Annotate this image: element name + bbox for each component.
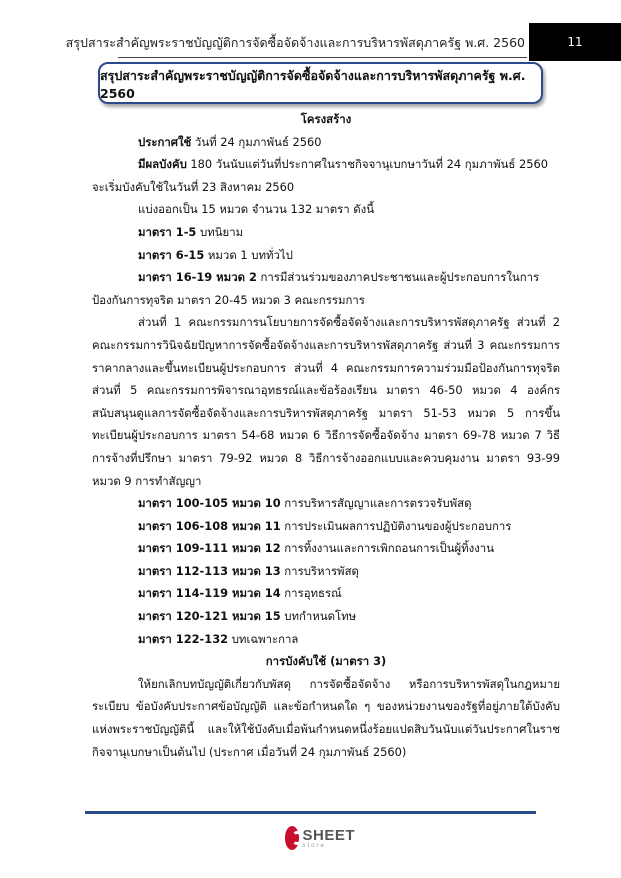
logo-sub: store xyxy=(302,842,326,849)
divided-line: แบ่งออกเป็น 15 หมวด จำนวน 132 มาตรา ดังนี้ xyxy=(138,202,374,217)
section-label: มาตรา 120-121 หมวด 15 xyxy=(138,609,281,624)
committee-paragraph: ส่วนที่ 1 คณะกรรมการนโยบายการจัดซื้อจัดจ้างและการบริหารพัสดุภาครัฐ ส่วนที่ 2 คณะกรรมการวินิจฉัยปัญหาการจัดซื้อจัดจ้างและการบริหารพัสดุภาครัฐ ส่วนที่ 3 คณะกรรมการราคากลางและขึ้นทะเบียนผู้ประกอบการ ส่วนที่ 4 คณะกรรมการความร่วมมือป้องกันการทุจริต ส่วนที่ 5 คณะกรรมการพิจารณาอุทธรณ์และข้อร้องเรียน มาตรา 46-50 หมวด 4 องค์กรสนับสนุนดูแลการจัดซื้อจัดจ้างและการบริหารพัสดุภาครัฐ มาตรา 51-53 หมวด 5 การขึ้นทะเบียนผู้ประกอบการ มาตรา 54-68 หมวด 6 วิธีการจัดซื้อจัดจ้าง มาตรา 69-78 หมวด 7 วิธีการจ้างที่ปรึกษา มาตรา 79-92 หมวด 8 วิธีการจ้างออกแบบและควบคุมงาน มาตรา 93-99 หมวด 9 การทำสัญญา xyxy=(92,315,560,488)
section-16-paragraph xyxy=(92,266,560,311)
section-label: มาตรา 122-132 xyxy=(138,631,229,646)
section-item xyxy=(92,605,560,628)
section-label: มาตรา 109-111 หมวด 12 xyxy=(138,541,281,556)
section-label: มาตรา 106-108 หมวด 11 xyxy=(138,518,281,533)
effective-paragraph xyxy=(92,153,560,198)
header-title: สรุปสาระสำคัญพระราชบัญญัติการจัดซื้อจัดจ้างและการบริหารพัสดุภาครัฐ พ.ศ. 2560 xyxy=(65,35,525,50)
section-label: มาตรา 112-113 หมวด 13 xyxy=(138,563,281,578)
footer-logo xyxy=(285,822,355,854)
section-item xyxy=(92,492,560,515)
footer-divider xyxy=(85,811,536,814)
enforcement-heading: การบังคับใช้ (มาตรา 3) xyxy=(265,654,387,669)
announce-label: ประกาศใช้ xyxy=(138,134,192,149)
logo-text xyxy=(302,828,355,849)
effective-text: 180 วันนับแต่วันที่ประกาศในราชกิจจานุเบกษาวันที่ 24 กุมภาพันธ์ 2560 จะเริ่มบังคับใช้ในวันที่ 23 สิงหาคม 2560 xyxy=(92,157,548,194)
structure-heading: โครงสร้าง xyxy=(300,112,352,126)
logo-word: SHEET xyxy=(302,826,355,844)
section-label: มาตรา 16-19 หมวด 2 xyxy=(138,270,257,285)
enforcement-paragraph: ให้ยกเลิกบทบัญญัติเกี่ยวกับพัสดุ การจัดซื้อจัดจ้าง หรือการบริหารพัสดุในกฎหมาย ระเบียบ ข้อบังคับประกาศข้อบัญญัติ และข้อกำหนดใด ๆ ของหน่วยงานของรัฐที่อยู่ภายใต้บังคับแห่งพระราชบัญญัตินี้ และให้ใช้บังคับเมื่อพ้นกำหนดหนึ่งร้อยแปดสิบวันนับแต่วันประกาศในราชกิจจานุเบกษาเป็นต้นไป (ประกาศ เมื่อวันที่ 24 กุมภาพันธ์ 2560) xyxy=(92,676,560,759)
section-text: การทิ้งงานและการเพิกถอนการเป็นผู้ทิ้งงาน xyxy=(280,541,494,556)
section-text: บทเฉพาะกาล xyxy=(228,631,299,646)
section-item xyxy=(92,244,560,267)
section-label: มาตรา 6-15 xyxy=(138,247,205,262)
section-label: มาตรา 100-105 หมวด 10 xyxy=(138,496,281,511)
section-text: การบริหารสัญญาและการตรวจรับพัสดุ xyxy=(280,496,472,511)
section-item xyxy=(92,221,560,244)
section-text: การมีส่วนร่วมของภาคประชาชนและผู้ประกอบการในการป้องกันการทุจริต มาตรา 20-45 หมวด 3 คณะกรรมการ xyxy=(92,270,540,307)
announce-text: วันที่ 24 กุมภาพันธ์ 2560 xyxy=(191,134,322,149)
section-label: มาตรา 114-119 หมวด 14 xyxy=(138,586,281,601)
section-text: บทนิยาม xyxy=(196,224,244,239)
effective-label: มีผลบังคับ xyxy=(138,157,187,172)
section-text: การอุทธรณ์ xyxy=(280,586,342,601)
header-underline xyxy=(118,57,527,58)
section-item xyxy=(92,515,560,538)
page-number: 11 xyxy=(529,23,621,61)
page-header xyxy=(0,23,621,61)
section-label: มาตรา 1-5 xyxy=(138,224,197,239)
announce-line xyxy=(92,131,560,154)
section-item xyxy=(92,560,560,583)
sheet-store-logo-icon xyxy=(285,826,299,850)
section-item xyxy=(92,628,560,651)
document-title-box: สรุปสาระสำคัญพระราชบัญญัติการจัดซื้อจัดจ้างและการบริหารพัสดุภาครัฐ พ.ศ. 2560 xyxy=(98,62,543,104)
main-content xyxy=(92,108,560,763)
section-text: หมวด 1 บททั่วไป xyxy=(204,247,293,262)
section-item xyxy=(92,582,560,605)
section-text: การประเมินผลการปฏิบัติงานของผู้ประกอบการ xyxy=(280,518,512,533)
section-text: การบริหารพัสดุ xyxy=(280,563,359,578)
section-text: บทกำหนดโทษ xyxy=(280,609,357,624)
section-item xyxy=(92,537,560,560)
